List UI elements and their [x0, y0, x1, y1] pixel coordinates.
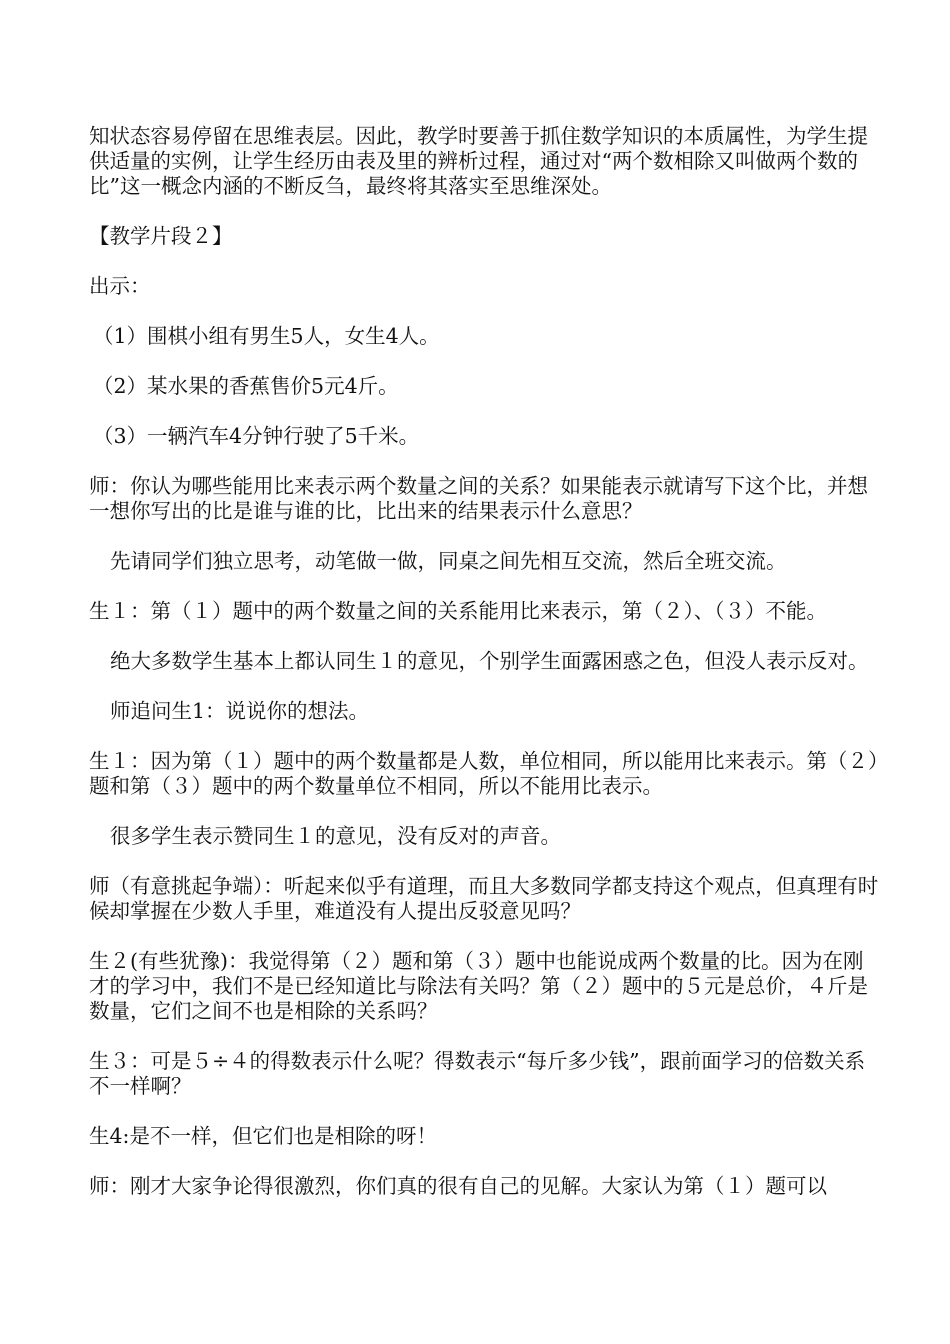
- section-heading: 【教学片段２】: [89, 224, 233, 248]
- paragraph-class-reaction: 绝大多数学生基本上都认同生１的意见，个别学生面露困惑之色，但没人表示反对。: [110, 649, 869, 673]
- paragraph-intro: 知状态容易停留在思维表层。因此，教学时要善于抓住数学知识的本质属性，为学生提供适量的实例，让学生经历由表及里的辨析过程，通过对“两个数相除又叫做两个数的比”这一概念内涵的不断反刍，最终将其落实至思维深处。: [89, 124, 868, 198]
- problem-2: （2）某水果的香蕉售价5元4斤。: [93, 374, 399, 398]
- paragraph-teacher-summary: 师：刚才大家争论得很激烈，你们真的很有自己的见解。大家认为第（１）题可以: [89, 1174, 827, 1198]
- paragraph-show: 出示：: [89, 274, 151, 298]
- paragraph-student1-answer: 生１：第（１）题中的两个数量之间的关系能用比来表示，第（２）、（３）不能。: [89, 599, 827, 623]
- paragraph-class-agree: 很多学生表示赞同生１的意见，没有反对的声音。: [110, 824, 561, 848]
- paragraph-student1-reason: 生１：因为第（１）题中的两个数量都是人数，单位相同，所以能用比来表示。第（２）题和第（３）题中的两个数量单位不相同，所以不能用比表示。: [89, 749, 879, 798]
- problem-1: （1）围棋小组有男生5人，女生4人。: [93, 324, 440, 348]
- paragraph-teacher-followup: 师追问生1：说说你的想法。: [110, 699, 370, 723]
- paragraph-teacher-provoke: 师（有意挑起争端）：听起来似乎有道理，而且大多数同学都支持这个观点，但真理有时候却掌握在少数人手里，难道没有人提出反驳意见吗？: [89, 874, 879, 923]
- document-body: [89, 124, 879, 1224]
- paragraph-student3: 生３：可是５÷４的得数表示什么呢？得数表示“每斤多少钱”，跟前面学习的倍数关系不一样啊？: [89, 1049, 866, 1098]
- paragraph-teacher-question: 师：你认为哪些能用比来表示两个数量之间的关系？如果能表示就请写下这个比，并想一想你写出的比是谁与谁的比，比出来的结果表示什么意思？: [89, 474, 868, 523]
- paragraph-student2: 生２(有些犹豫)：我觉得第（２）题和第（３）题中也能说成两个数量的比。因为在刚才的学习中，我们不是已经知道比与除法有关吗？第（２）题中的５元是总价，４斤是数量，它们之间不也是相除的关系吗？: [89, 949, 868, 1023]
- problem-3: （3）一辆汽车4分钟行驶了5千米。: [93, 424, 420, 448]
- paragraph-instruction: 先请同学们独立思考，动笔做一做，同桌之间先相互交流，然后全班交流。: [110, 549, 787, 573]
- paragraph-student4: 生4:是不一样，但它们也是相除的呀！: [89, 1124, 437, 1148]
